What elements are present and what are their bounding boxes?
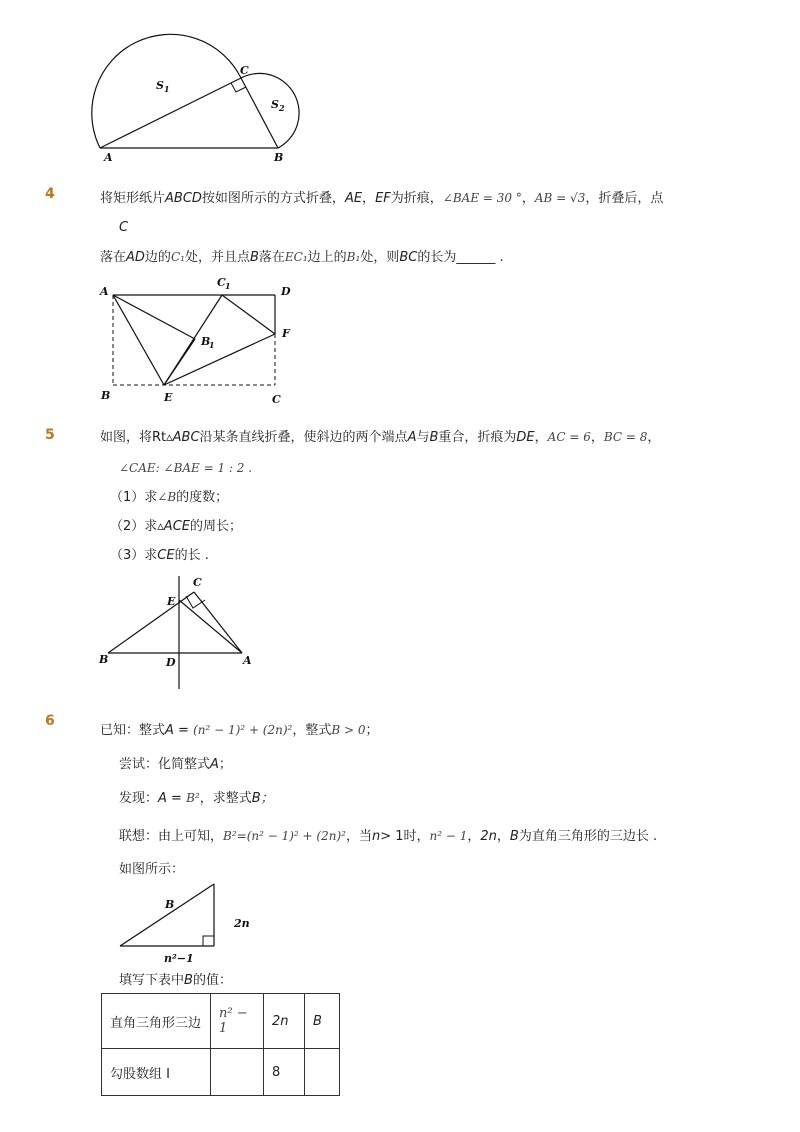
- svg-text:E: E: [164, 391, 173, 404]
- svg-text:E: E: [167, 595, 176, 608]
- label-c: C: [240, 64, 249, 77]
- table-header-row: [102, 994, 340, 1049]
- pythagorean-table: [101, 993, 340, 1096]
- svg-text:2n: 2n: [234, 917, 250, 930]
- q6-figure-intro: 如图所示：: [119, 862, 185, 877]
- svg-text:B: B: [165, 898, 175, 911]
- q4-point-c: C: [119, 220, 129, 235]
- svg-text:2: 2: [279, 103, 285, 113]
- q6-find: 发现：A = B²，求整式B；: [119, 791, 274, 806]
- svg-text:B: B: [99, 653, 109, 666]
- svg-text:1: 1: [164, 84, 170, 94]
- svg-text:C: C: [272, 393, 281, 406]
- svg-text:B: B: [101, 389, 111, 402]
- svg-text:D: D: [281, 285, 291, 298]
- header-cell-2n: 2n: [264, 994, 305, 1049]
- header-cell-sides: 直角三角形三边: [102, 994, 211, 1049]
- q4-line1: 将矩形纸片ABCD按如图所示的方式折叠，AE，EF为折痕，∠BAE = 30 °，AB = √3，折叠后，点: [100, 191, 664, 206]
- svg-text:n²−1: n²−1: [164, 952, 194, 965]
- q5-sub1: （1）求∠B的度数；: [110, 490, 229, 505]
- figure-pythagorean-triangle: [110, 878, 260, 968]
- row-cell-b: [305, 1049, 340, 1096]
- row-cell-2n: 8: [264, 1049, 305, 1096]
- svg-text:A: A: [243, 654, 252, 667]
- label-s1: S: [156, 79, 164, 92]
- svg-text:A: A: [100, 285, 109, 298]
- row-label: 勾股数组 I: [102, 1049, 211, 1096]
- q6-line1: 已知：整式A = (n² − 1)² + (2n)²，整式B > 0；: [100, 723, 379, 738]
- q6-table-intro: 填写下表中B的值：: [119, 973, 232, 988]
- q5-line1: 如图，将Rt▵ABC沿某条直线折叠，使斜边的两个端点A与B重合，折痕为DE，AC = 6，BC = 8，: [100, 430, 661, 445]
- question-number-6: 6: [45, 713, 55, 729]
- header-cell-b: B: [305, 994, 340, 1049]
- figure-folded-rectangle: [95, 275, 305, 410]
- q6-association: 联想：由上可知，B²=(n² − 1)² + (2n)²，当n> 1时，n² − 1，2n，B为直角三角形的三边长 .: [119, 829, 658, 844]
- svg-text:B: B: [201, 335, 211, 348]
- svg-text:F: F: [282, 327, 290, 340]
- table-row: [102, 1049, 340, 1096]
- svg-text:D: D: [166, 656, 176, 669]
- figure-right-triangle-fold: [95, 572, 265, 692]
- q4-line3: 落在AD边的C₁处，并且点B落在EC₁边上的B₁处，则BC的长为______ .: [100, 250, 504, 265]
- label-s2: S: [271, 98, 279, 111]
- svg-text:1: 1: [225, 281, 231, 291]
- label-a: A: [104, 151, 113, 164]
- question-number-5: 5: [45, 427, 55, 443]
- q5-line2: ∠CAE: ∠BAE = 1 : 2 .: [119, 461, 253, 475]
- label-b: B: [274, 151, 284, 164]
- question-number-4: 4: [45, 186, 55, 202]
- svg-text:C: C: [193, 576, 202, 589]
- q5-sub2: （2）求▵ACE的周长；: [110, 519, 242, 534]
- q6-try: 尝试：化简整式A；: [119, 757, 232, 772]
- figure-semicircles: [90, 30, 320, 170]
- q5-sub3: （3）求CE的长 .: [110, 548, 209, 563]
- svg-text:1: 1: [209, 340, 215, 350]
- svg-text:C: C: [217, 276, 226, 289]
- header-cell-n2m1: n² − 1: [211, 994, 264, 1049]
- row-cell-n2m1: [211, 1049, 264, 1096]
